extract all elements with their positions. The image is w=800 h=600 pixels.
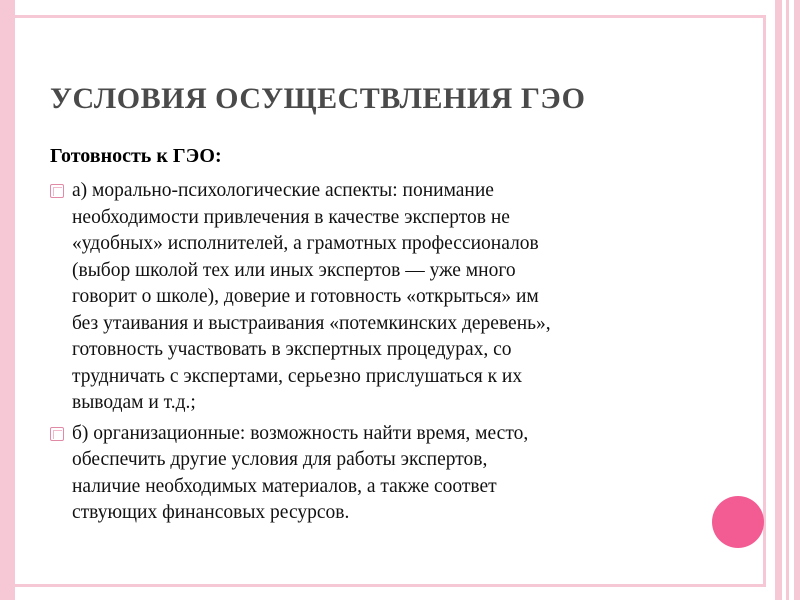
bullet-text [72,178,551,417]
bullet-list [50,178,730,531]
text-line: говорит о школе), доверие и готовность «открыться» им [72,286,539,307]
right-decorative-stripe [775,0,782,600]
text-line: (выбор школой тех или иных экспертов — уже много [72,259,516,281]
text-line: наличие необходимых материалов, а также соответ [72,475,497,497]
text-line: б) организационные: возможность найти время, место, [72,422,529,444]
bullet-item [50,178,730,417]
text-line: а) морально-психологические аспекты: понимание [72,180,494,201]
slide-title: УСЛОВИЯ ОСУЩЕСТВЛЕНИЯ ГЭО [50,82,586,115]
text-line: обеспечить другие условия для работы экспертов, [72,449,488,470]
text-line: необходимости привлечения в качестве экспертов не [72,206,510,228]
right-decorative-stripe [794,0,800,600]
top-frame-line [15,15,765,18]
bullet-item [50,421,730,527]
text-line: трудничать с экспертами, серьезно прислушаться к их [72,365,523,387]
bottom-frame-line [15,584,765,587]
slide-subtitle: Готовность к ГЭО: [50,145,222,167]
text-line: готовность участвовать в экспертных процедурах, со [72,339,512,360]
text-line: выводам и т.д.; [72,392,196,413]
text-line: ствующих финансовых ресурсов. [72,502,350,523]
left-decorative-stripe [0,0,15,600]
bullet-square-icon [50,184,64,198]
bullet-square-icon [50,427,64,441]
text-line: без утаивания и выстраивания «потемкинских деревень», [72,312,551,334]
text-line: «удобных» исполнителей, а грамотных профессионалов [72,233,539,254]
right-decorative-stripe [786,0,789,600]
bullet-text [72,421,528,527]
right-frame-line [763,15,766,587]
